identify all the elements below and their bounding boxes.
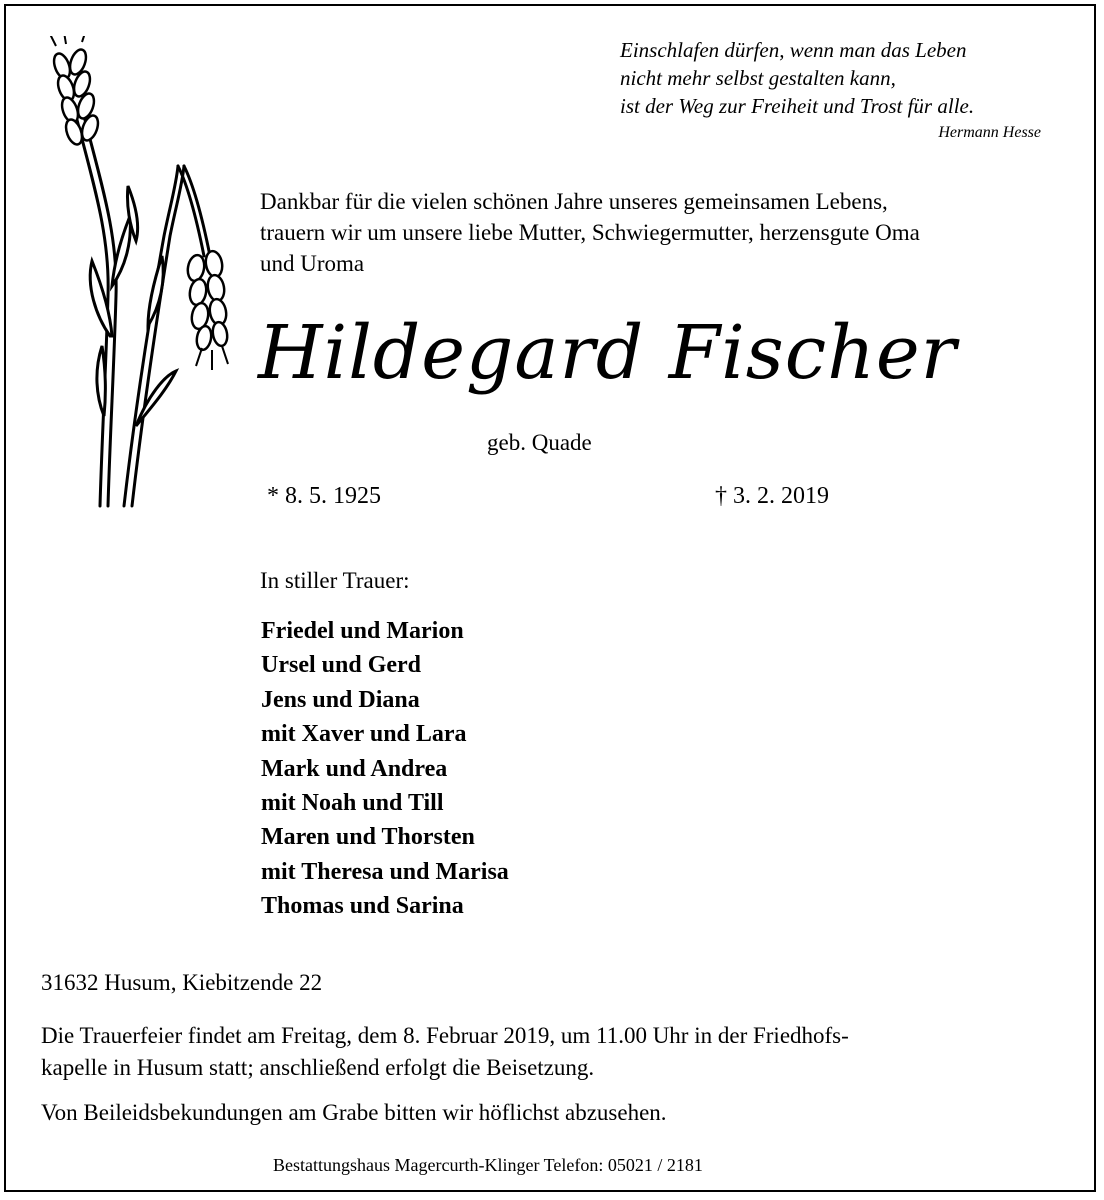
- list-item: Ursel und Gerd: [261, 652, 422, 679]
- deceased-name: Hildegard Fischer: [258, 310, 958, 396]
- list-item: mit Xaver und Lara: [261, 721, 467, 748]
- condolence-note: Von Beileidsbekundungen am Grabe bitten wir höflichst abzusehen.: [41, 1100, 667, 1125]
- quote-author: Hermann Hesse: [938, 124, 1041, 141]
- list-item: Mark und Andrea: [261, 755, 448, 782]
- death-date: † 3. 2. 2019: [715, 483, 829, 509]
- funeral-info: [41, 1020, 1065, 1084]
- list-item: Jens und Diana: [261, 686, 420, 713]
- list-item: mit Noah und Till: [261, 790, 444, 817]
- quote-line: ist der Weg zur Freiheit und Trost für alle.: [620, 94, 975, 118]
- list-item: Friedel und Marion: [261, 618, 464, 644]
- list-item: mit Theresa und Marisa: [261, 858, 509, 885]
- address: 31632 Husum, Kiebitzende 22: [41, 970, 323, 995]
- intro-line: Dankbar für die vielen schönen Jahre unseres gemeinsamen Lebens,: [260, 189, 888, 214]
- list-item: Thomas und Sarina: [261, 893, 464, 920]
- intro-line: trauern wir um unsere liebe Mutter, Schwiegermutter, herzensgute Oma: [260, 220, 920, 245]
- intro-text: [260, 186, 1065, 279]
- wheat-ears-icon: [36, 36, 236, 508]
- undertaker-contact: Bestattungshaus Magercurth-Klinger Telefon: 05021 / 2181: [273, 1155, 703, 1175]
- funeral-line: kapelle in Husum statt; anschließend erfolgt die Beisetzung.: [41, 1055, 595, 1080]
- funeral-line: Die Trauerfeier findet am Freitag, dem 8. Februar 2019, um 11.00 Uhr in der Friedhofs-: [41, 1023, 849, 1048]
- quote-line: nicht mehr selbst gestalten kann,: [620, 66, 896, 90]
- intro-line: und Uroma: [260, 251, 365, 276]
- birth-date: * 8. 5. 1925: [267, 483, 381, 509]
- quote-line: Einschlafen dürfen, wenn man das Leben: [620, 38, 967, 62]
- maiden-name: geb. Quade: [487, 430, 592, 455]
- epigraph-quote: [620, 36, 974, 120]
- list-item: Maren und Thorsten: [261, 824, 475, 851]
- mourners-heading: In stiller Trauer:: [260, 568, 410, 593]
- mourners-list: [261, 614, 509, 924]
